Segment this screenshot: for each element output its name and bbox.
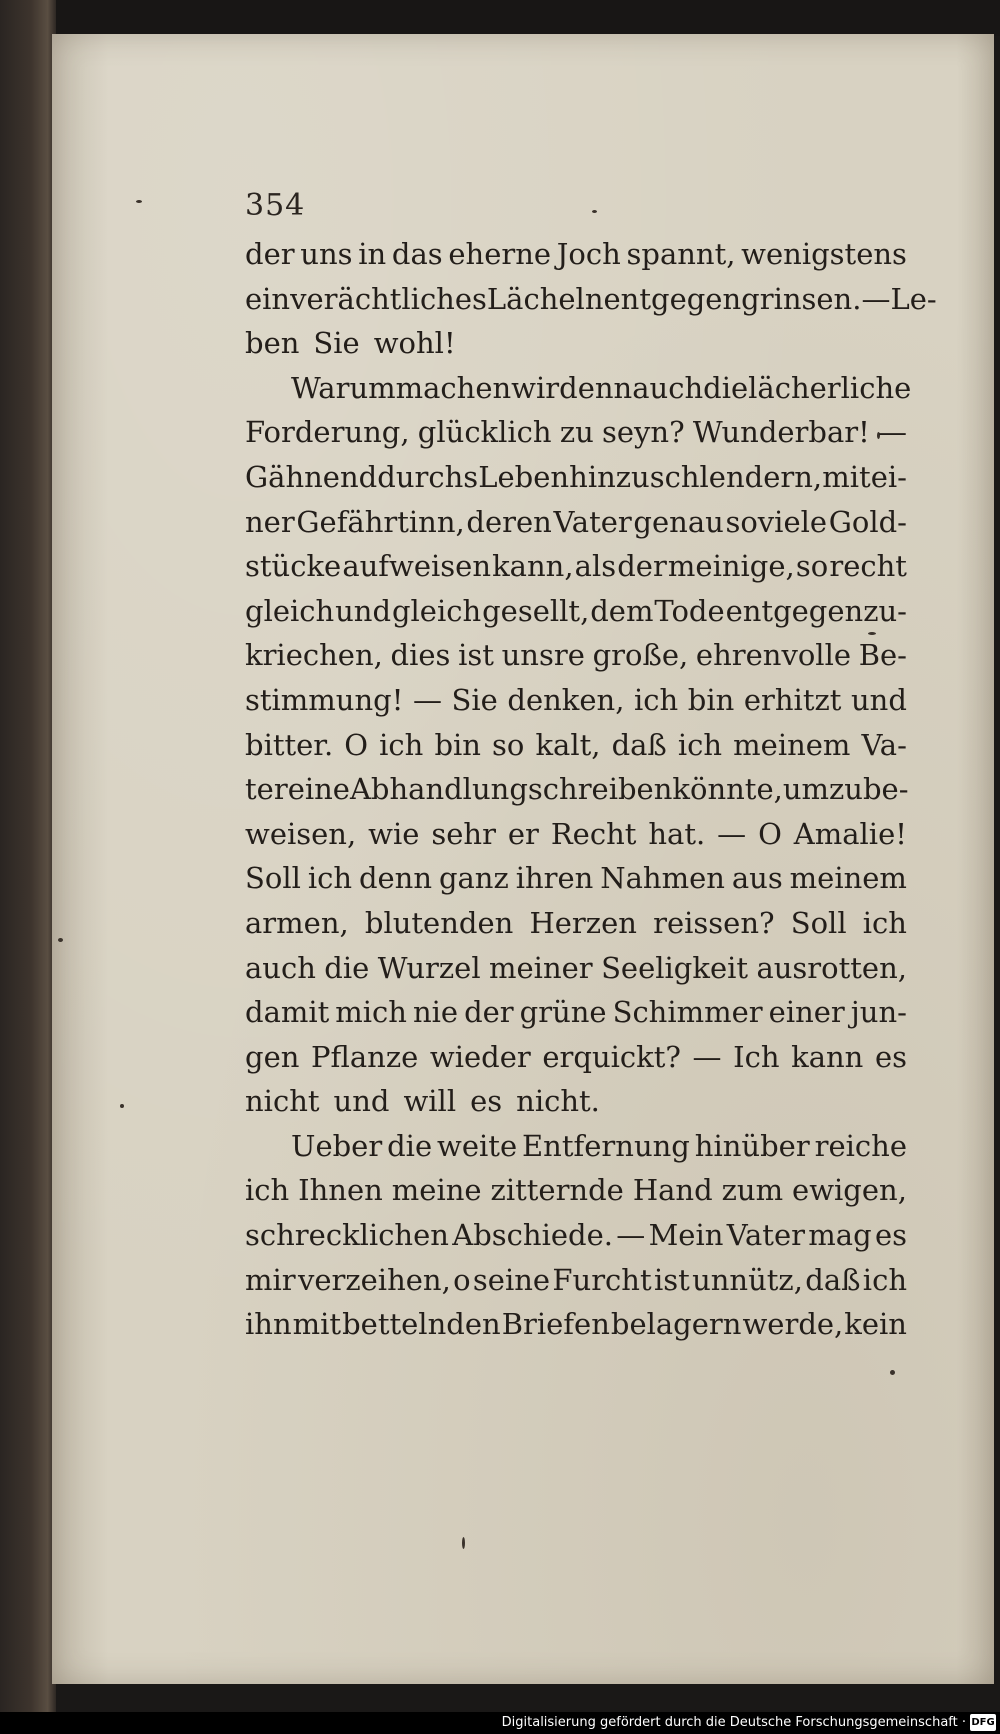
word: ich xyxy=(862,905,907,940)
word: wir xyxy=(511,370,560,405)
word: als xyxy=(574,549,617,584)
word: recht xyxy=(829,549,907,584)
word: es xyxy=(470,1084,503,1119)
word: Pflanze xyxy=(311,1039,419,1074)
word: grüne xyxy=(519,995,607,1030)
word: lächerliche xyxy=(748,370,912,405)
word: gleich xyxy=(245,593,335,628)
word: mit xyxy=(822,459,871,494)
word: die xyxy=(703,370,749,405)
word: sehr xyxy=(431,816,496,851)
word: wohl! xyxy=(373,326,456,361)
word: Furcht xyxy=(552,1262,652,1297)
word: stimmung! xyxy=(245,682,404,717)
word: durchs xyxy=(377,459,479,494)
word: meinem xyxy=(789,861,907,896)
text-line xyxy=(245,990,907,1035)
word: Vater xyxy=(553,504,632,539)
word: verächtliches xyxy=(290,281,487,316)
text-line xyxy=(245,946,907,991)
word: Briefen xyxy=(501,1307,610,1342)
book-spine xyxy=(0,0,56,1734)
word: ihren xyxy=(515,861,594,896)
word: nie xyxy=(412,995,459,1030)
word: ganz xyxy=(438,861,509,896)
word: machen xyxy=(395,370,512,405)
word: unnütz, xyxy=(692,1262,803,1297)
word: — xyxy=(692,1039,722,1074)
word: dies xyxy=(390,638,451,673)
word: Mein xyxy=(648,1218,724,1253)
word: mag xyxy=(808,1218,872,1253)
word: ei- xyxy=(870,459,907,494)
word: verzeihen, xyxy=(297,1262,451,1297)
word: Warum xyxy=(291,370,396,405)
word: wieder xyxy=(429,1039,531,1074)
word: ich xyxy=(862,1262,907,1297)
text-line xyxy=(245,1168,907,1213)
word: Soll xyxy=(245,861,301,896)
word: — xyxy=(861,281,891,316)
word: und xyxy=(335,593,392,628)
word: Gefährtinn, xyxy=(296,504,465,539)
word: zu xyxy=(829,772,863,807)
word: bin xyxy=(687,682,735,717)
word: ehrenvolle xyxy=(695,638,852,673)
word: ihn xyxy=(245,1307,292,1342)
word: — xyxy=(717,816,747,851)
text-line xyxy=(245,589,907,634)
text-line xyxy=(245,1124,907,1169)
word: meinem xyxy=(733,727,851,762)
word: weisen, xyxy=(245,816,357,851)
word: spannt, xyxy=(626,237,736,271)
word: es xyxy=(874,1039,907,1074)
word: aus xyxy=(731,861,783,896)
word: ich xyxy=(677,727,723,762)
word: genau xyxy=(633,504,724,539)
word: mich xyxy=(335,995,407,1030)
word: denn xyxy=(559,370,633,405)
word: Le- xyxy=(890,281,937,316)
text-line xyxy=(245,723,907,768)
word: so xyxy=(795,549,829,584)
word: bitter. xyxy=(245,727,334,762)
word: die xyxy=(324,950,370,985)
word: mir xyxy=(245,1262,296,1297)
word: es xyxy=(874,1218,907,1253)
word: die xyxy=(387,1128,433,1163)
word: Abhandlung xyxy=(349,772,528,807)
word: Leben xyxy=(478,459,570,494)
word: Seeligkeit xyxy=(601,950,749,985)
word: meine xyxy=(391,1173,482,1208)
word: meiner xyxy=(489,950,593,985)
word: damit xyxy=(245,995,330,1030)
word: erhitzt xyxy=(743,682,842,717)
word: Hand xyxy=(632,1173,713,1208)
word: Ihnen xyxy=(298,1173,383,1208)
paper-speck xyxy=(462,1537,465,1549)
word: der xyxy=(617,549,667,584)
word: daß xyxy=(805,1262,861,1297)
text-line xyxy=(245,678,907,723)
word: Ueber xyxy=(291,1128,383,1163)
word: gleich xyxy=(391,593,482,628)
word: ich xyxy=(379,727,424,762)
word: der xyxy=(464,995,514,1030)
word: Schimmer xyxy=(612,995,763,1030)
word: schreiben xyxy=(527,772,673,807)
word: das xyxy=(391,237,443,271)
text-line xyxy=(245,1079,907,1124)
word: blutenden xyxy=(364,905,514,940)
word: ich xyxy=(634,682,679,717)
word: armen, xyxy=(245,905,349,940)
text-line xyxy=(245,856,907,901)
word: denn xyxy=(358,861,433,896)
text-line xyxy=(245,500,907,545)
word: Sie xyxy=(451,682,498,717)
paper-speck xyxy=(136,200,142,203)
scan-top-edge xyxy=(0,0,1000,36)
dfg-logo: DFG xyxy=(970,1714,996,1731)
word: Recht xyxy=(550,816,637,851)
word: meinige, xyxy=(667,549,795,584)
word: seyn? xyxy=(601,415,685,450)
word: in xyxy=(358,237,387,271)
word: gesellt, xyxy=(482,593,590,628)
word: ich xyxy=(307,861,353,896)
word: auch xyxy=(245,950,316,985)
word: werde, xyxy=(742,1307,844,1342)
word: schrecklichen xyxy=(245,1218,449,1253)
word: um xyxy=(782,772,830,807)
word: deren xyxy=(466,504,552,539)
word: be- xyxy=(862,772,909,807)
word: daß xyxy=(611,727,667,762)
word: Gold- xyxy=(828,504,907,539)
word: reiche xyxy=(814,1128,907,1163)
text-line xyxy=(245,1258,907,1303)
word: wie xyxy=(368,816,420,851)
word: kein xyxy=(844,1307,907,1342)
word: ter xyxy=(245,772,288,807)
text-line xyxy=(245,1213,907,1258)
funding-note: Digitalisierung gefördert durch die Deutsche Forschungsgemeinschaft · xyxy=(501,1715,966,1730)
word: — xyxy=(878,415,907,450)
word: Lächeln xyxy=(486,281,604,316)
word: Tode xyxy=(654,593,725,628)
text-line xyxy=(245,901,907,946)
word: wenigstens xyxy=(741,237,907,271)
body-text xyxy=(245,232,937,1347)
text-line xyxy=(245,633,907,678)
word: entgegengrinsen. xyxy=(603,281,862,316)
paper-speck xyxy=(120,1104,124,1108)
word: O xyxy=(758,816,782,851)
text-line xyxy=(245,232,907,277)
text-line xyxy=(245,767,907,812)
word: ner xyxy=(245,504,295,539)
text-line xyxy=(245,366,912,411)
text-line xyxy=(245,321,907,366)
word: Abschiede. xyxy=(452,1218,613,1253)
word: einer xyxy=(768,995,845,1030)
word: Herzen xyxy=(529,905,637,940)
word: Entfernung xyxy=(522,1128,690,1163)
word: kalt, xyxy=(535,727,601,762)
paper-speck xyxy=(592,210,597,213)
word: bettelnden xyxy=(342,1307,501,1342)
word: nicht. xyxy=(516,1084,600,1119)
word: hat. xyxy=(648,816,706,851)
word: auch xyxy=(632,370,704,405)
text-line xyxy=(245,1302,907,1347)
word: jun- xyxy=(850,995,907,1030)
word: stücke xyxy=(245,549,342,584)
word: Joch xyxy=(556,237,621,271)
word: der xyxy=(245,237,295,271)
word: will xyxy=(403,1084,457,1119)
word: unsre xyxy=(501,638,585,673)
word: Wurzel xyxy=(377,950,481,985)
word: nicht xyxy=(245,1084,320,1119)
page-number: 354 xyxy=(245,188,306,223)
word: Soll xyxy=(790,905,847,940)
text-line xyxy=(245,544,907,589)
word: große, xyxy=(592,638,689,673)
word: er xyxy=(507,816,539,851)
word: Ich xyxy=(733,1039,780,1074)
word: zum xyxy=(721,1173,784,1208)
word: hinzuschlendern, xyxy=(569,459,823,494)
word: Sie xyxy=(313,326,360,361)
word: erquickt? xyxy=(542,1039,681,1074)
word: kriechen, xyxy=(245,638,383,673)
word: dem xyxy=(590,593,654,628)
word: zu xyxy=(559,415,594,450)
word: Nahmen xyxy=(600,861,725,896)
text-line xyxy=(245,455,907,500)
word: weite xyxy=(437,1128,518,1163)
word: soviele xyxy=(725,504,828,539)
word: reissen? xyxy=(653,905,775,940)
word: mit xyxy=(292,1307,342,1342)
word: eine xyxy=(287,772,350,807)
word: uns xyxy=(300,237,353,271)
word: aufweisen xyxy=(342,549,491,584)
word: und xyxy=(851,682,907,717)
word: hinüber xyxy=(694,1128,810,1163)
word: gen xyxy=(245,1039,300,1074)
word: — xyxy=(412,682,442,717)
word: bin xyxy=(434,727,481,762)
word: glücklich xyxy=(417,415,552,450)
word: entgegenzu- xyxy=(725,593,907,628)
text-line xyxy=(245,812,907,857)
word: kann, xyxy=(492,549,574,584)
paper-speck xyxy=(890,1370,895,1375)
word: ich xyxy=(245,1173,290,1208)
word: ein xyxy=(245,281,291,316)
word: so xyxy=(492,727,525,762)
word: o xyxy=(453,1262,471,1297)
word: Be- xyxy=(858,638,907,673)
word: könnte, xyxy=(672,772,783,807)
word: — xyxy=(616,1218,646,1253)
word: kann xyxy=(791,1039,864,1074)
text-line xyxy=(245,277,937,322)
text-line xyxy=(245,1035,907,1080)
word: denken, xyxy=(507,682,625,717)
word: ewigen, xyxy=(792,1173,907,1208)
word: zitternde xyxy=(490,1173,624,1208)
word: Amalie! xyxy=(793,816,907,851)
word: Wunderbar! xyxy=(692,415,870,450)
word: Va- xyxy=(861,727,907,762)
word: ben xyxy=(245,326,300,361)
word: Vater xyxy=(726,1218,805,1253)
word: O xyxy=(344,727,369,762)
word: und xyxy=(333,1084,390,1119)
word: ist xyxy=(653,1262,690,1297)
word: Forderung, xyxy=(245,415,410,450)
word: ausrotten, xyxy=(756,950,907,985)
word: Gähnend xyxy=(245,459,378,494)
text-line xyxy=(245,410,907,455)
word: eherne xyxy=(448,237,552,271)
word: seine xyxy=(472,1262,551,1297)
word: belagern xyxy=(610,1307,742,1342)
paper-speck xyxy=(58,938,63,942)
word: ist xyxy=(458,638,494,673)
